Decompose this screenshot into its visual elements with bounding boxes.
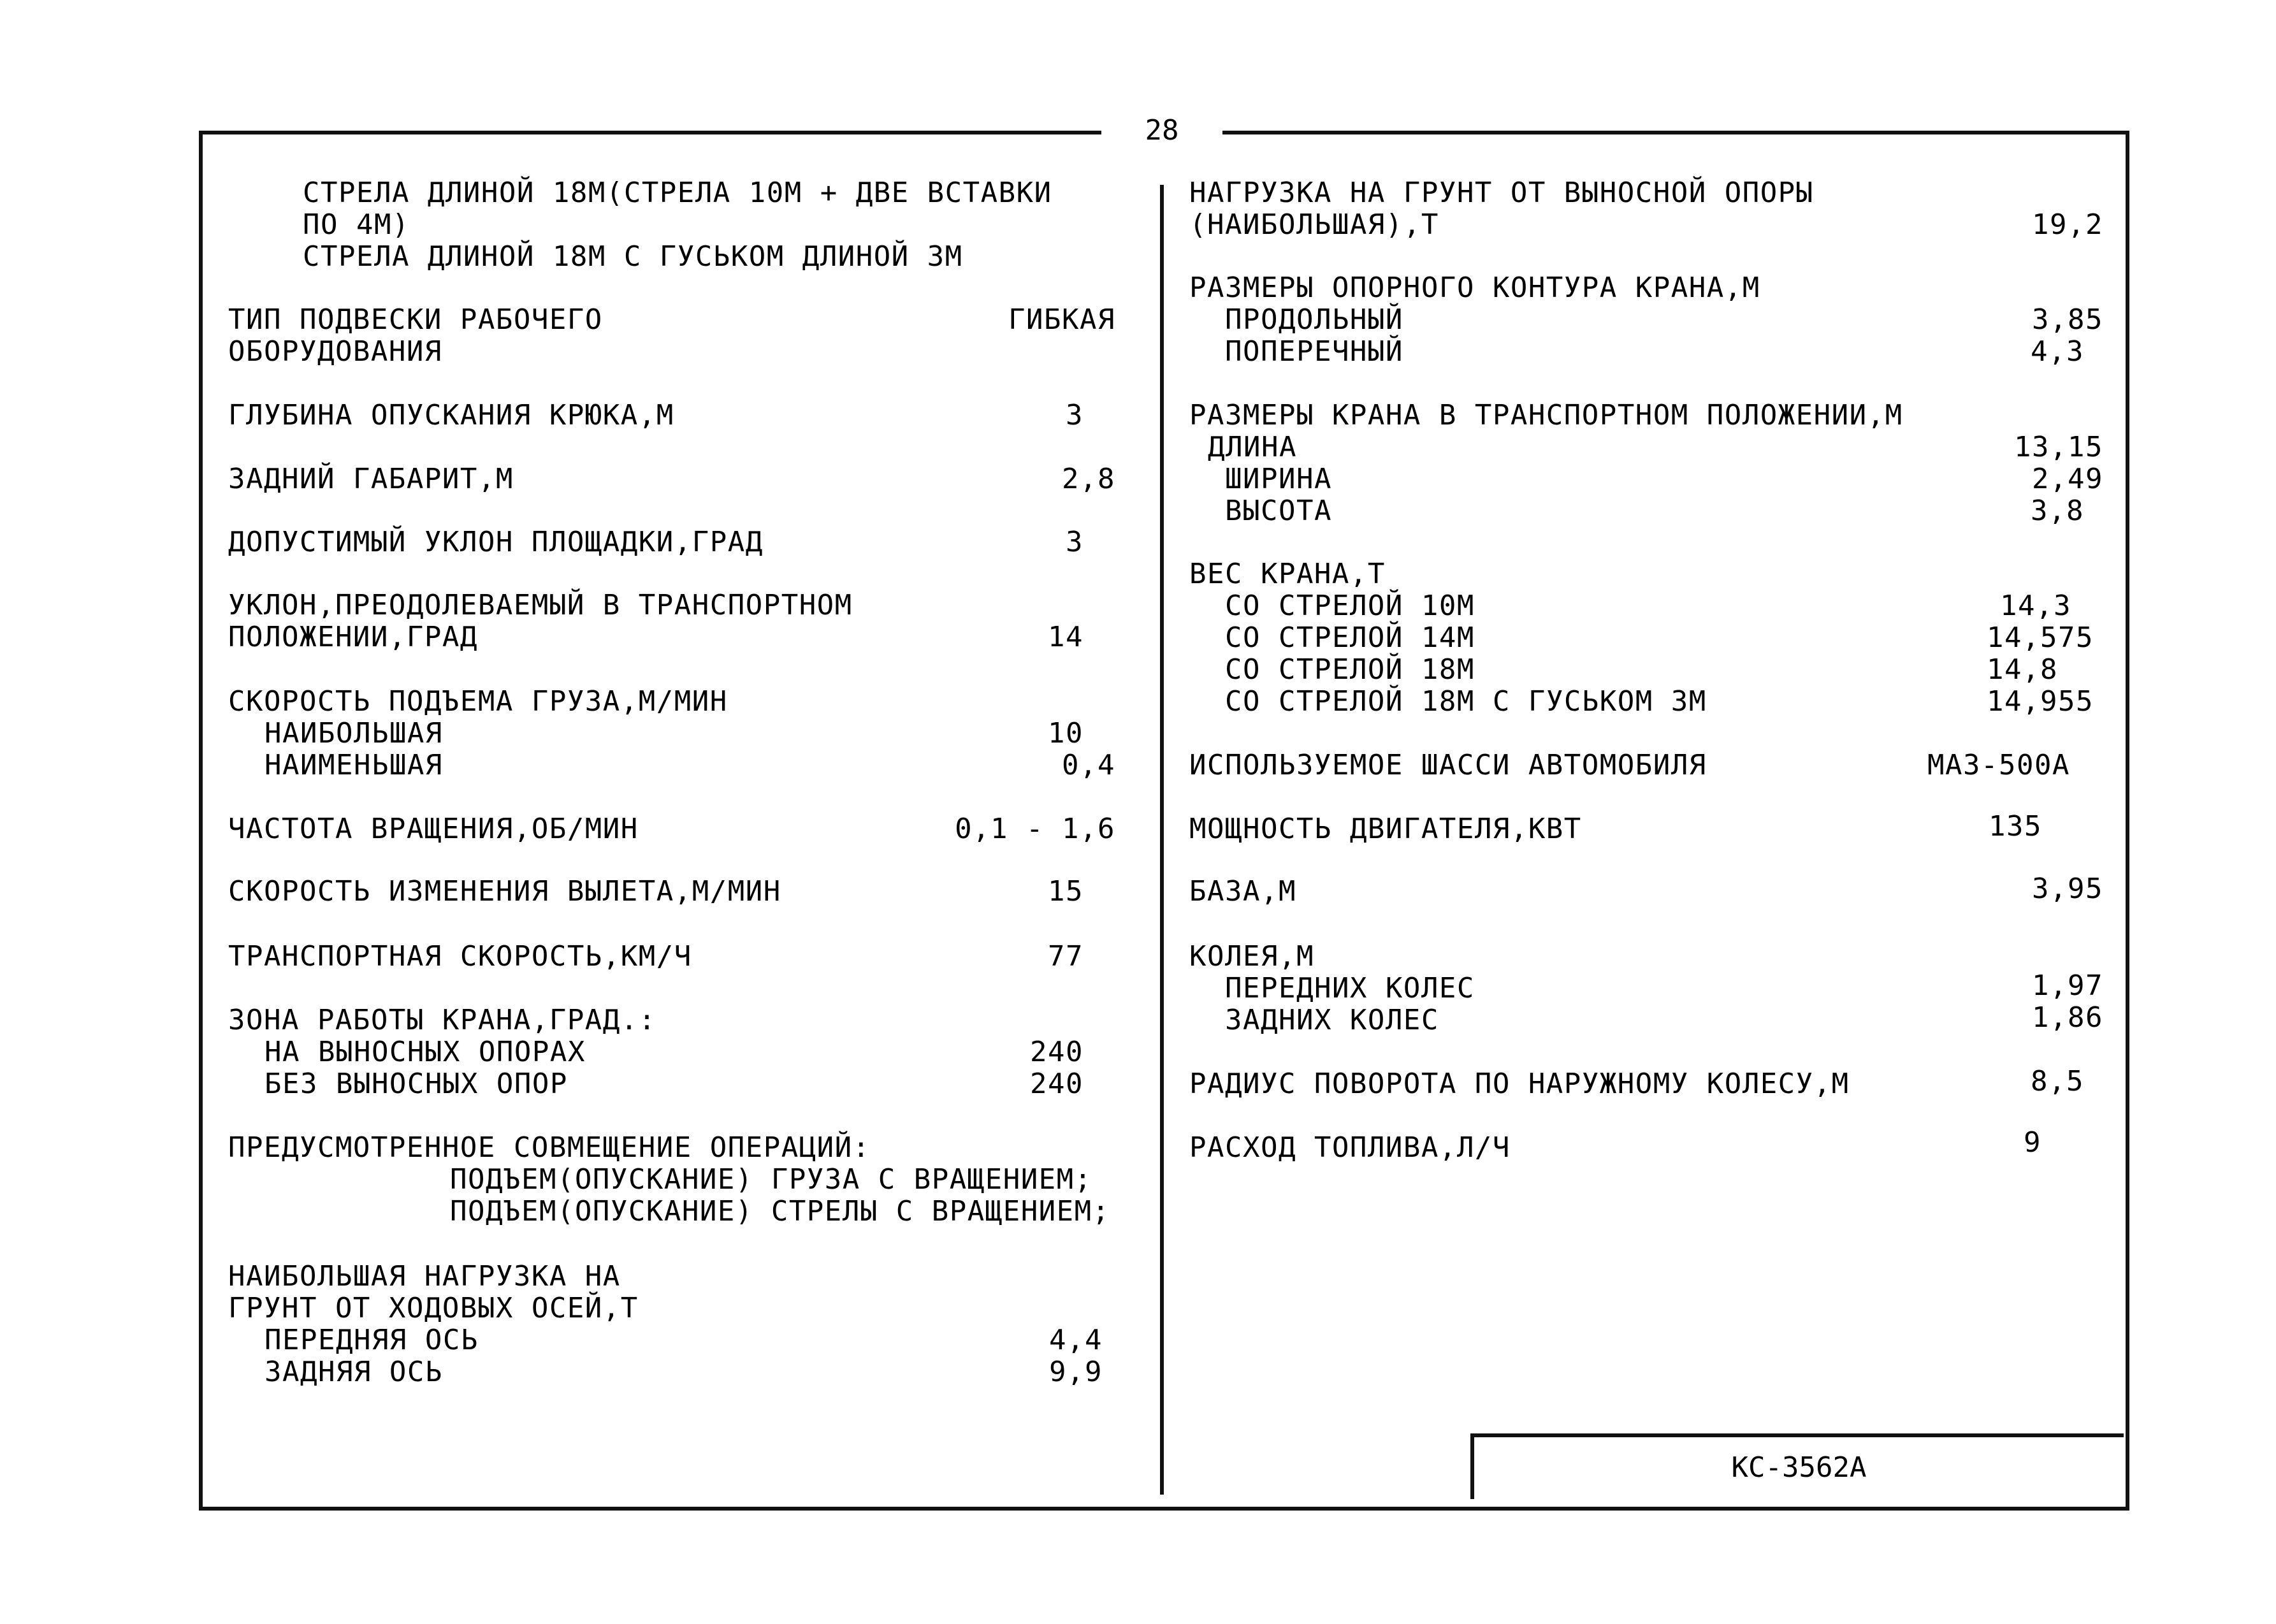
fuel-value: 9 <box>2024 1126 2041 1159</box>
outrigger-load-value: 19,2 <box>2032 208 2103 241</box>
weight-b18-label: СО СТРЕЛОЙ 18М <box>1225 653 1475 686</box>
weight-b18-value: 14,8 <box>1987 653 2058 686</box>
combined-ops-line-1: ПОДЪЕМ(ОПУСКАНИЕ) ГРУЗА С ВРАЩЕНИЕМ; <box>450 1163 1092 1196</box>
track-label: КОЛЕЯ,М <box>1189 940 1314 973</box>
support-cross-label: ПОПЕРЕЧНЫЙ <box>1225 335 1403 368</box>
boom-line-2: ПО 4М) <box>303 208 410 241</box>
outrigger-load-label-2: (НАИБОЛЬШАЯ),Т <box>1189 208 1439 241</box>
lift-speed-max-value: 10 <box>1048 717 1084 750</box>
weight-label: ВЕС КРАНА,Т <box>1189 558 1386 590</box>
weight-b18j-value: 14,955 <box>1987 685 2094 718</box>
weight-b14-label: СО СТРЕЛОЙ 14М <box>1225 621 1475 654</box>
combined-ops-label: ПРЕДУСМОТРЕННОЕ СОВМЕЩЕНИЕ ОПЕРАЦИЙ: <box>228 1131 871 1164</box>
hook-depth-value: 3 <box>1066 399 1084 431</box>
work-zone-without-value: 240 <box>1030 1068 1084 1100</box>
chassis-value: МАЗ-500А <box>1927 749 2070 781</box>
track-front-label: ПЕРЕДНИХ КОЛЕС <box>1225 972 1475 1004</box>
suspension-label-2: ОБОРУДОВАНИЯ <box>228 335 442 368</box>
width-value: 2,49 <box>2032 463 2103 495</box>
transport-speed-label: ТРАНСПОРТНАЯ СКОРОСТЬ,КМ/Ч <box>228 940 692 973</box>
engine-value: 135 <box>1989 810 2042 843</box>
track-rear-value: 1,86 <box>2032 1001 2103 1034</box>
suspension-value: ГИБКАЯ <box>1008 303 1115 336</box>
height-value: 3,8 <box>2031 495 2084 527</box>
transport-slope-label: УКЛОН,ПРЕОДОЛЕВАЕМЫЙ В ТРАНСПОРТНОМ <box>228 589 853 621</box>
axle-front-value: 4,4 <box>1049 1324 1103 1356</box>
work-zone-with-value: 240 <box>1030 1036 1084 1068</box>
track-front-value: 1,97 <box>2032 969 2103 1002</box>
axle-rear-value: 9,9 <box>1049 1356 1103 1388</box>
weight-b10-value: 14,3 <box>2000 590 2071 622</box>
fuel-label: РАСХОД ТОПЛИВА,Л/Ч <box>1189 1131 1511 1164</box>
height-label: ВЫСОТА <box>1225 495 1332 527</box>
work-zone-with-label: НА ВЫНОСНЫХ ОПОРАХ <box>265 1036 586 1068</box>
chassis-label: ИСПОЛЬЗУЕМОЕ ШАССИ АВТОМОБИЛЯ <box>1189 749 1707 781</box>
lift-speed-label: СКОРОСТЬ ПОДЪЕМА ГРУЗА,М/МИН <box>228 685 728 718</box>
rotation-label: ЧАСТОТА ВРАЩЕНИЯ,ОБ/МИН <box>228 813 639 845</box>
document-code: КС-3562А <box>1470 1433 2124 1499</box>
engine-label: МОЩНОСТЬ ДВИГАТЕЛЯ,КВТ <box>1189 813 1582 845</box>
wheelbase-value: 3,95 <box>2032 873 2103 905</box>
reach-speed-value: 15 <box>1048 875 1084 908</box>
suspension-label: ТИП ПОДВЕСКИ РАБОЧЕГО <box>228 303 603 336</box>
axle-front-label: ПЕРЕДНЯЯ ОСЬ <box>265 1324 479 1356</box>
support-long-label: ПРОДОЛЬНЫЙ <box>1225 303 1403 336</box>
axle-load-label: НАИБОЛЬШАЯ НАГРУЗКА НА <box>228 1260 621 1293</box>
site-slope-value: 3 <box>1066 526 1084 558</box>
lift-speed-max-label: НАИБОЛЬШАЯ <box>265 717 443 750</box>
combined-ops-line-2: ПОДЪЕМ(ОПУСКАНИЕ) СТРЕЛЫ С ВРАЩЕНИЕМ; <box>450 1195 1110 1228</box>
reach-speed-label: СКОРОСТЬ ИЗМЕНЕНИЯ ВЫЛЕТА,М/МИН <box>228 875 781 908</box>
lift-speed-min-value: 0,4 <box>1062 749 1115 781</box>
length-value: 13,15 <box>2014 431 2103 463</box>
support-long-value: 3,85 <box>2032 303 2103 336</box>
column-divider <box>1160 185 1164 1495</box>
hook-depth-label: ГЛУБИНА ОПУСКАНИЯ КРЮКА,М <box>228 399 674 431</box>
boom-line-1: СТРЕЛА ДЛИНОЙ 18М(СТРЕЛА 10М + ДВЕ ВСТАВКИ <box>303 177 1052 209</box>
wheelbase-label: БАЗА,М <box>1189 875 1296 908</box>
work-zone-label: ЗОНА РАБОТЫ КРАНА,ГРАД.: <box>228 1004 656 1036</box>
turning-radius-value: 8,5 <box>2031 1065 2084 1098</box>
work-zone-without-label: БЕЗ ВЫНОСНЫХ ОПОР <box>265 1068 568 1100</box>
transport-speed-value: 77 <box>1048 940 1084 973</box>
rotation-value: 0,1 - 1,6 <box>955 813 1115 845</box>
transport-slope-value: 14 <box>1048 621 1084 653</box>
page-number: 28 <box>1101 108 1222 153</box>
length-label: ДЛИНА <box>1208 431 1297 463</box>
weight-b18j-label: СО СТРЕЛОЙ 18М С ГУСЬКОМ 3М <box>1225 685 1707 718</box>
outrigger-load-label: НАГРУЗКА НА ГРУНТ ОТ ВЫНОСНОЙ ОПОРЫ <box>1189 177 1814 209</box>
rear-clearance-value: 2,8 <box>1062 463 1115 495</box>
track-rear-label: ЗАДНИХ КОЛЕС <box>1225 1004 1439 1036</box>
weight-b14-value: 14,575 <box>1987 621 2094 654</box>
lift-speed-min-label: НАИМЕНЬШАЯ <box>265 749 443 781</box>
turning-radius-label: РАДИУС ПОВОРОТА ПО НАРУЖНОМУ КОЛЕСУ,М <box>1189 1068 1850 1100</box>
axle-load-label-2: ГРУНТ ОТ ХОДОВЫХ ОСЕЙ,Т <box>228 1292 639 1324</box>
weight-b10-label: СО СТРЕЛОЙ 10М <box>1225 590 1475 622</box>
rear-clearance-label: ЗАДНИЙ ГАБАРИТ,М <box>228 463 514 495</box>
axle-rear-label: ЗАДНЯЯ ОСЬ <box>265 1356 443 1388</box>
width-label: ШИРИНА <box>1225 463 1332 495</box>
transport-slope-label-2: ПОЛОЖЕНИИ,ГРАД <box>228 621 478 653</box>
site-slope-label: ДОПУСТИМЫЙ УКЛОН ПЛОЩАДКИ,ГРАД <box>228 526 764 558</box>
transport-dims-label: РАЗМЕРЫ КРАНА В ТРАНСПОРТНОМ ПОЛОЖЕНИИ,М <box>1189 399 1903 431</box>
support-contour-label: РАЗМЕРЫ ОПОРНОГО КОНТУРА КРАНА,М <box>1189 272 1760 304</box>
boom-line-3: СТРЕЛА ДЛИНОЙ 18М С ГУСЬКОМ ДЛИНОЙ 3М <box>303 240 963 273</box>
support-cross-value: 4,3 <box>2031 335 2084 368</box>
